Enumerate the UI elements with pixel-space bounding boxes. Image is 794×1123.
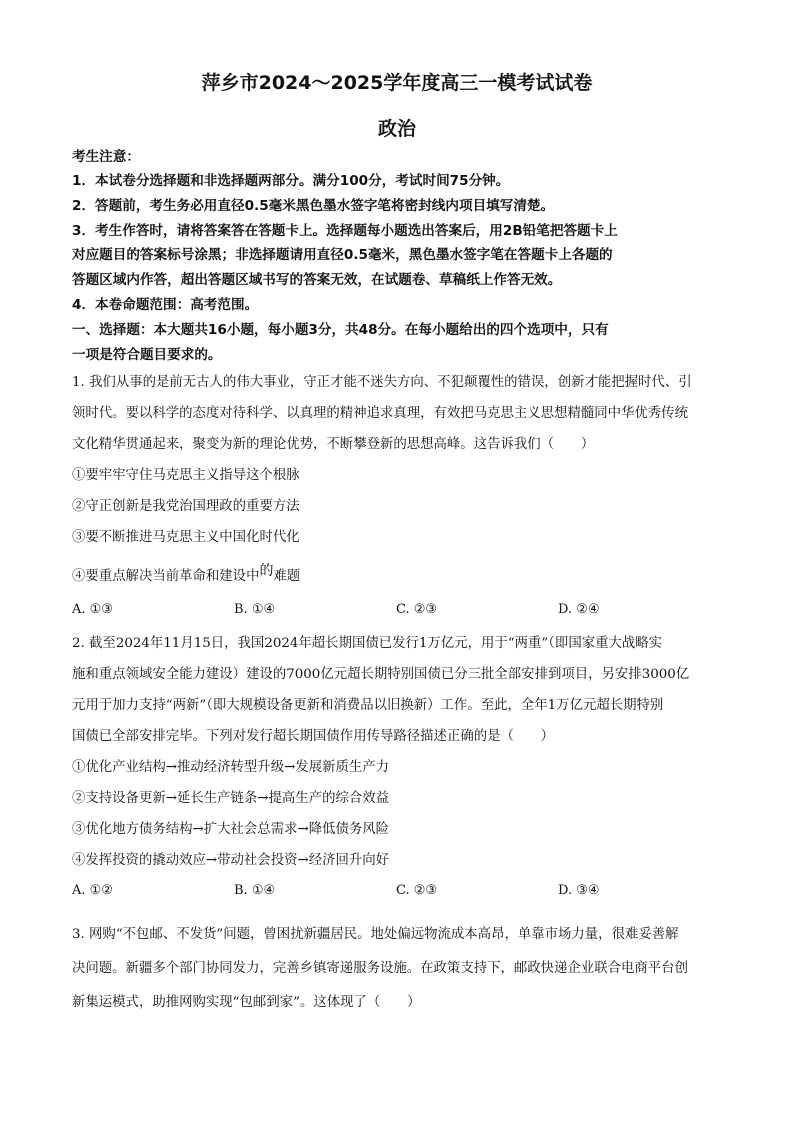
option-a[interactable]: A. ①② xyxy=(72,883,113,898)
statement-text: ④要重点解决当前革命和建设中 xyxy=(72,569,260,584)
question-3-stem: 3. 网购“不包邮、不发货”问题，曾困扰新疆居民。地处偏远物流成本高昂，单靠市场力量，很难妥善解 xyxy=(72,927,679,942)
question-2-statement: ③优化地方债务结构→扩大社会总需求→降低债务风险 xyxy=(72,822,390,837)
question-2-stem: 施和重点领域安全能力建设）建设的7000亿元超长期特别国债已分三批全部安排到项目，另安排3000亿 xyxy=(72,667,690,682)
section-heading: 一、选择题：本大题共16小题，每小题3分，共48分。在每小题给出的四个选项中，只有 xyxy=(72,322,609,338)
question-2-stem: 国债已全部安排完毕。下列对发行超长期国债作用传导路径描述正确的是（ ） xyxy=(72,729,555,744)
exam-title: 萍乡市2024～2025学年度高三一模考试试卷 xyxy=(201,72,593,94)
notice-item: 2．答题前，考生务必用直径0.5毫米黑色墨水签字笔将密封线内项目填写清楚。 xyxy=(72,198,555,214)
question-3-stem: 新集运模式，助推网购实现“包邮到家”。这体现了（ ） xyxy=(72,995,421,1010)
question-1-stem: 领时代。要以科学的态度对待科学、以真理的精神追求真理，有效把马克思主义思想精髓同中华优秀传统 xyxy=(72,406,688,421)
option-d[interactable]: D. ③④ xyxy=(558,883,600,898)
option-d[interactable]: D. ②④ xyxy=(558,602,600,617)
question-1-statement: ③要不断推进马克思主义中国化时代化 xyxy=(72,530,300,545)
notice-item: 答题区域内作答，超出答题区域书写的答案无效，在试题卷、草稿纸上作答无效。 xyxy=(72,272,562,288)
option-c[interactable]: C. ②③ xyxy=(396,602,438,617)
question-2-stem: 2. 截至2024年11月15日，我国2024年超长期国债已发行1万亿元，用于“两重”（即国家重大战略实 xyxy=(72,636,663,651)
question-2-statement: ④发挥投资的撬动效应→带动社会投资→经济回升向好 xyxy=(72,853,390,868)
statement-text: 难题 xyxy=(273,569,301,584)
option-c[interactable]: C. ②③ xyxy=(396,883,438,898)
notice-item: 3．考生作答时，请将答案答在答题卡上。选择题每小题选出答案后，用2B铅笔把答题卡上 xyxy=(72,223,618,239)
question-1-statement: ①要牢牢守住马克思主义指导这个根脉 xyxy=(72,468,300,483)
option-b[interactable]: B. ①④ xyxy=(234,883,276,898)
question-2-stem: 元用于加力支持“两新”（即大规模设备更新和消费品以旧换新）工作。至此，全年1万亿元超长期特别 xyxy=(72,698,664,713)
question-1-stem: 1. 我们从事的是前无古人的伟大事业，守正才能不迷失方向、不犯颠覆性的错误，创新才能把握时代、引 xyxy=(72,375,692,390)
notice-item: 1．本试卷分选择题和非选择题两部分。满分100分，考试时间75分钟。 xyxy=(72,173,510,189)
exam-subject: 政治 xyxy=(377,118,416,140)
option-b[interactable]: B. ①④ xyxy=(234,602,276,617)
question-2-statement: ②支持设备更新→延长生产链条→提高生产的综合效益 xyxy=(72,791,390,806)
question-2-statement: ①优化产业结构→推动经济转型升级→发展新质生产力 xyxy=(72,760,390,775)
question-3-stem: 决问题。新疆多个部门协同发力，完善乡镇寄递服务设施。在政策支持下，邮政快递企业联合电商平台创 xyxy=(72,961,688,976)
statement-text: 的 xyxy=(259,563,274,579)
notice-item: 4．本卷命题范围：高考范围。 xyxy=(72,297,259,313)
section-heading: 一项是符合题目要求的。 xyxy=(72,347,222,363)
option-a[interactable]: A. ①③ xyxy=(72,602,113,617)
question-1-statement: ②守正创新是我党治国理政的重要方法 xyxy=(72,499,300,514)
notice-item: 对应题目的答案标号涂黑；非选择题请用直径0.5毫米，黑色墨水签字笔在答题卡上各题的 xyxy=(72,247,613,263)
notice-heading: 考生注意： xyxy=(72,149,140,165)
question-1-statement xyxy=(72,563,732,587)
question-1-stem: 文化精华贯通起来，聚变为新的理论优势，不断攀登新的思想高峰。这告诉我们（ ） xyxy=(72,437,595,452)
